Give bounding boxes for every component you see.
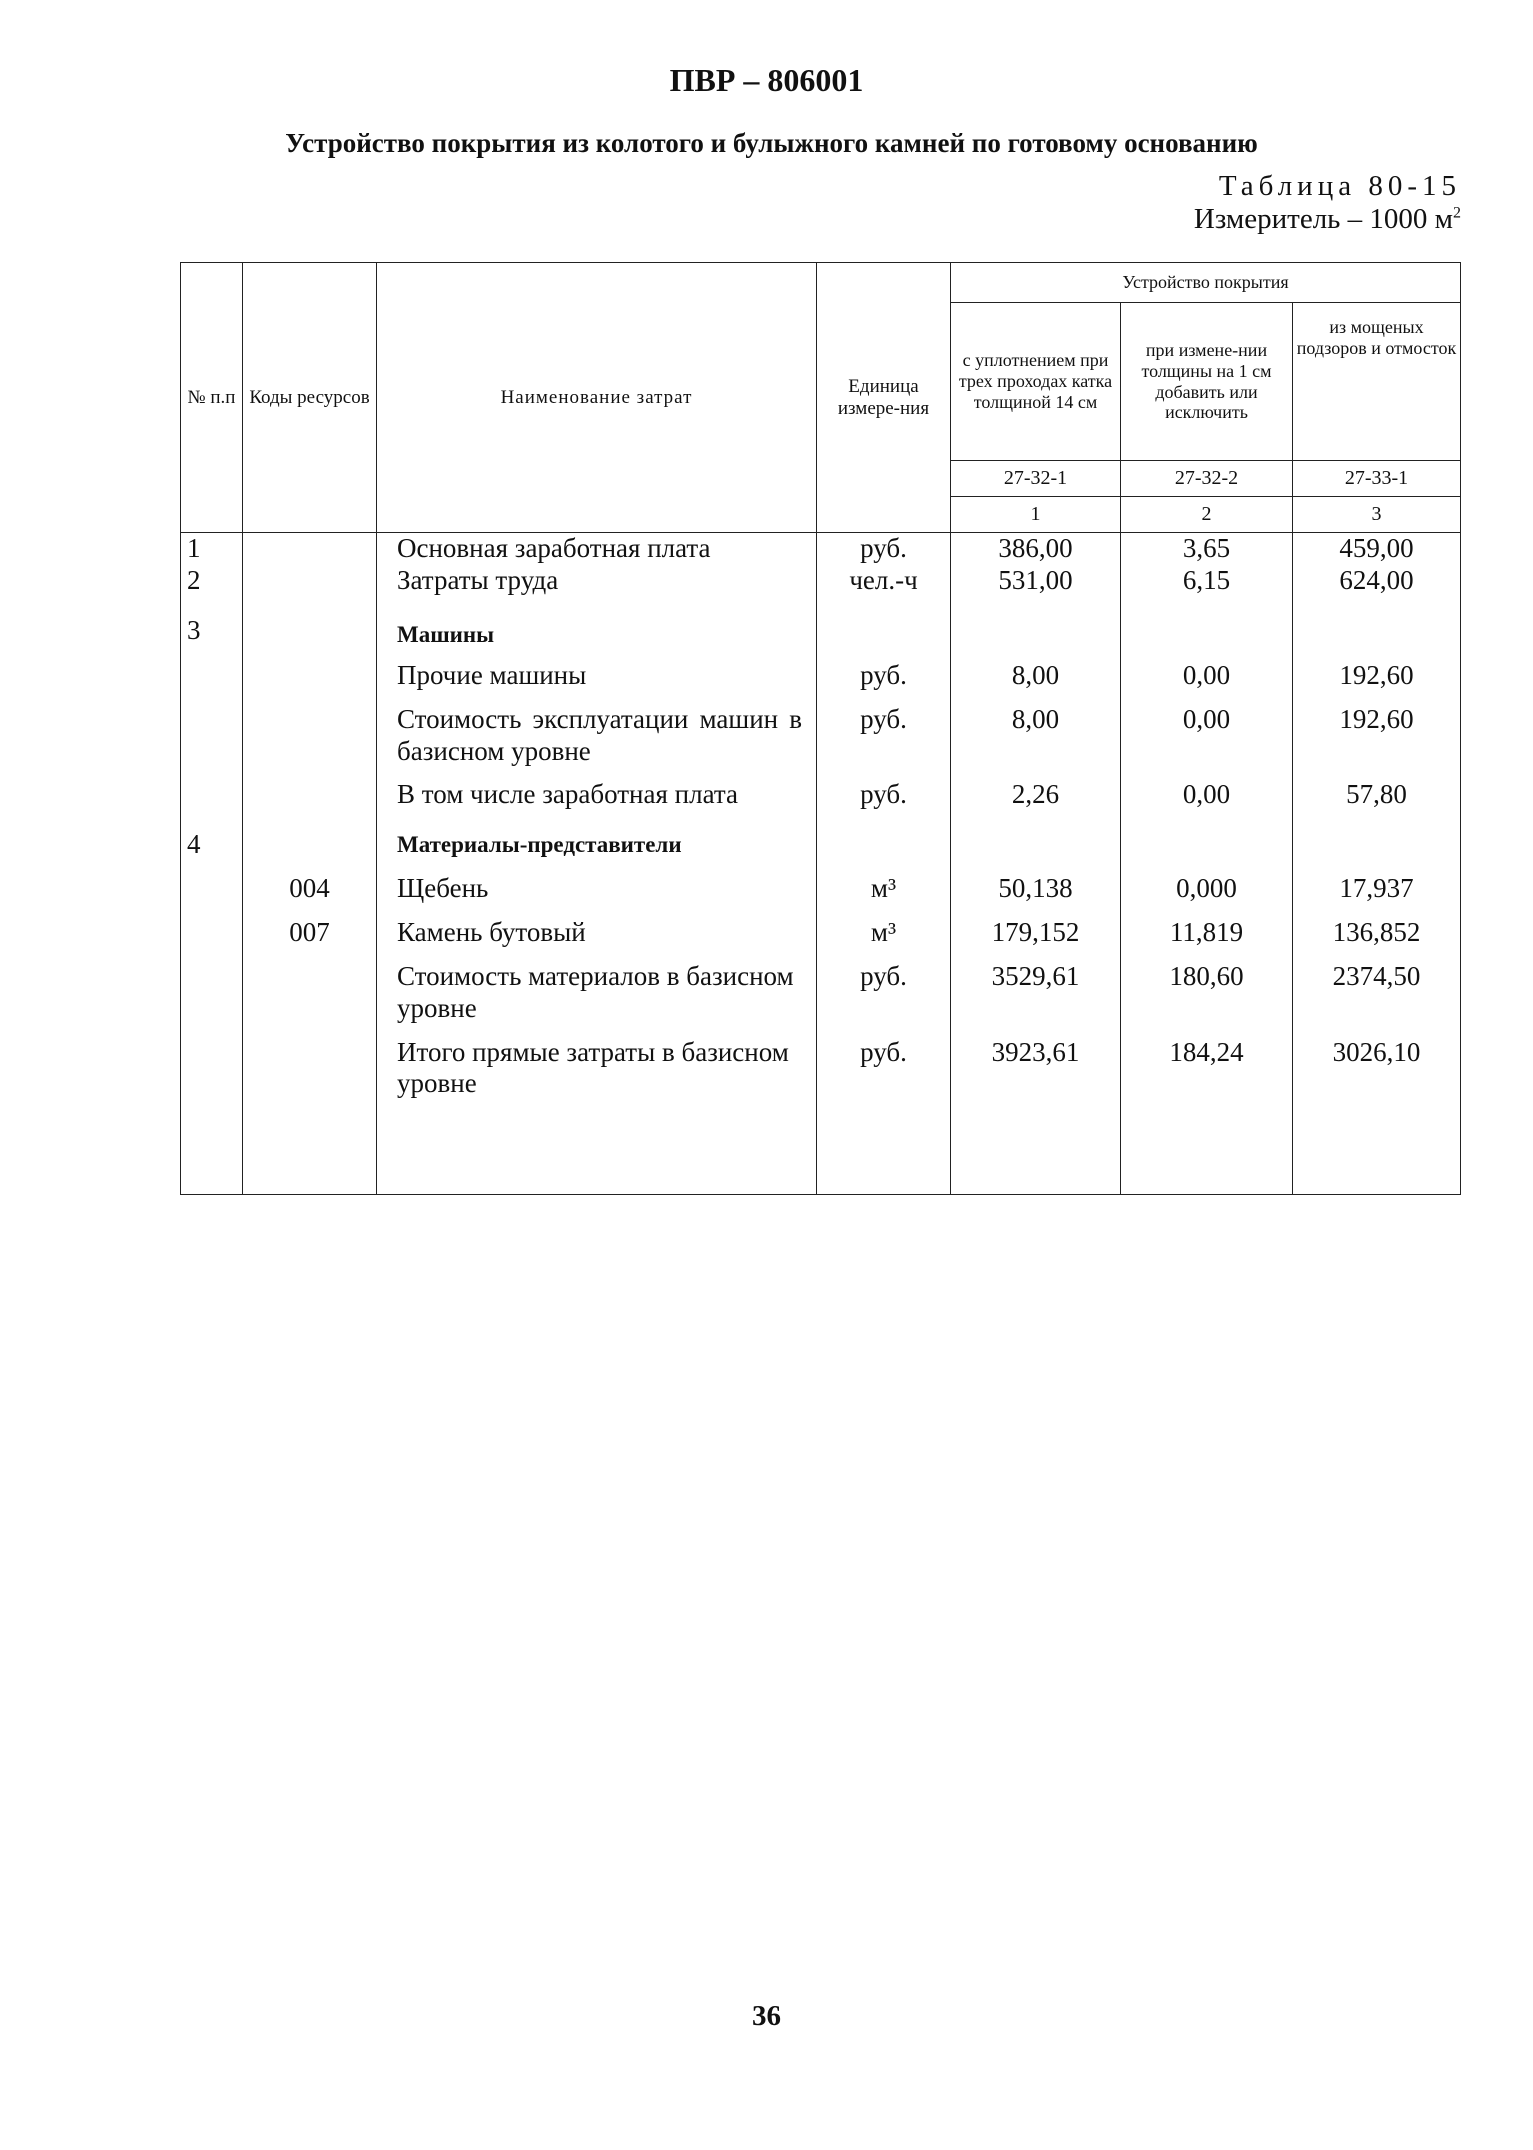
- measure-unit: [1194, 203, 1461, 236]
- table-row: [181, 817, 1461, 867]
- row-name: Щебень: [377, 867, 817, 911]
- header-code2: 27-32-2: [1121, 461, 1293, 497]
- row-name: Основная заработная плата: [377, 533, 817, 565]
- row-v3: 624,00: [1293, 565, 1461, 597]
- row-v3: [1293, 597, 1461, 654]
- header-col2: при измене-нии толщины на 1 см добавить или исключить: [1121, 303, 1293, 461]
- spacer-cell: [817, 1106, 951, 1195]
- row-num: [181, 955, 243, 1031]
- row-v2: 6,15: [1121, 565, 1293, 597]
- spacer-cell: [1293, 1106, 1461, 1195]
- header-group: Устройство покрытия: [951, 263, 1461, 303]
- row-num: [181, 1031, 243, 1107]
- table-row: [181, 867, 1461, 911]
- document-title: Устройство покрытия из колотого и булыжного камней по готовому основанию: [285, 128, 1258, 158]
- row-num: [181, 698, 243, 774]
- spacer-cell: [243, 1106, 377, 1195]
- table-row: [181, 911, 1461, 955]
- row-v1: 3923,61: [951, 1031, 1121, 1107]
- spacer-cell: [181, 1106, 243, 1195]
- row-code: [243, 597, 377, 654]
- header-col3: из мощеных подзоров и отмосток: [1293, 303, 1461, 461]
- row-v3: 17,937: [1293, 867, 1461, 911]
- row-v1: [951, 817, 1121, 867]
- row-name: Итого прямые затраты в базисном уровне: [377, 1031, 817, 1107]
- spacer-cell: [377, 1106, 817, 1195]
- row-v3: 192,60: [1293, 698, 1461, 774]
- table-label: Таблица 80-15: [1218, 170, 1461, 202]
- table-row: [181, 533, 1461, 565]
- row-unit: [817, 597, 951, 654]
- document-code: ПВР – 806001: [669, 62, 864, 98]
- header-col1: с уплотнением при трех проходах катка толщиной 14 см: [951, 303, 1121, 461]
- row-code: [243, 817, 377, 867]
- table-row: [181, 955, 1461, 1031]
- row-num: 1: [181, 533, 243, 565]
- spacer-cell: [951, 1106, 1121, 1195]
- table-row: [181, 773, 1461, 817]
- row-v1: 8,00: [951, 698, 1121, 774]
- measure-sup: 2: [1453, 204, 1461, 222]
- row-v1: [951, 597, 1121, 654]
- row-v2: 11,819: [1121, 911, 1293, 955]
- page-number: 36: [752, 2000, 781, 2032]
- table-spacer-row: [181, 1106, 1461, 1195]
- row-v2: [1121, 817, 1293, 867]
- row-name: В том числе заработная плата: [377, 773, 817, 817]
- row-v1: 386,00: [951, 533, 1121, 565]
- row-v1: 8,00: [951, 654, 1121, 698]
- row-unit: руб.: [817, 654, 951, 698]
- row-v3: 136,852: [1293, 911, 1461, 955]
- row-v3: 2374,50: [1293, 955, 1461, 1031]
- cost-table: [180, 262, 1461, 1195]
- row-code: [243, 955, 377, 1031]
- table-row: [181, 597, 1461, 654]
- row-v2: [1121, 597, 1293, 654]
- row-v2: 0,000: [1121, 867, 1293, 911]
- header-unit: Единица измере-ния: [817, 263, 951, 533]
- row-v1: 179,152: [951, 911, 1121, 955]
- row-num: [181, 867, 243, 911]
- row-v2: 184,24: [1121, 1031, 1293, 1107]
- table-row: [181, 1031, 1461, 1107]
- row-num: [181, 654, 243, 698]
- row-num: 2: [181, 565, 243, 597]
- row-unit: руб.: [817, 773, 951, 817]
- row-v1: 50,138: [951, 867, 1121, 911]
- header-n3: 3: [1293, 497, 1461, 533]
- row-code: [243, 654, 377, 698]
- row-v3: 459,00: [1293, 533, 1461, 565]
- header-code3: 27-33-1: [1293, 461, 1461, 497]
- row-name: Камень бутовый: [377, 911, 817, 955]
- row-name: Машины: [377, 597, 817, 654]
- row-name: Стоимость материалов в базисном уровне: [377, 955, 817, 1031]
- row-unit: руб.: [817, 955, 951, 1031]
- row-code: 004: [243, 867, 377, 911]
- measure-text: Измеритель – 1000 м: [1193, 203, 1453, 235]
- header-n2: 2: [1121, 497, 1293, 533]
- row-num: [181, 911, 243, 955]
- header-n1: 1: [951, 497, 1121, 533]
- row-name: Материалы-представители: [377, 817, 817, 867]
- row-code: [243, 1031, 377, 1107]
- table-row: [181, 565, 1461, 597]
- row-code: 007: [243, 911, 377, 955]
- row-num: 4: [181, 817, 243, 867]
- row-v2: 0,00: [1121, 773, 1293, 817]
- row-unit: руб.: [817, 1031, 951, 1107]
- header-code1: 27-32-1: [951, 461, 1121, 497]
- row-unit: м³: [817, 911, 951, 955]
- row-unit: [817, 817, 951, 867]
- header-codes: Коды ресурсов: [243, 263, 377, 533]
- header-num: № п.п: [181, 263, 243, 533]
- row-num: 3: [181, 597, 243, 654]
- row-num: [181, 773, 243, 817]
- row-unit: руб.: [817, 698, 951, 774]
- row-name: Стоимость эксплуатации машин в базисном уровне: [377, 698, 817, 774]
- row-v1: 3529,61: [951, 955, 1121, 1031]
- row-code: [243, 698, 377, 774]
- row-code: [243, 533, 377, 565]
- table-row: [181, 654, 1461, 698]
- row-name: Затраты труда: [377, 565, 817, 597]
- row-v3: [1293, 817, 1461, 867]
- table-row: [181, 698, 1461, 774]
- row-name: Прочие машины: [377, 654, 817, 698]
- row-v1: 2,26: [951, 773, 1121, 817]
- row-v3: 57,80: [1293, 773, 1461, 817]
- row-v2: 0,00: [1121, 698, 1293, 774]
- row-v3: 3026,10: [1293, 1031, 1461, 1107]
- row-v3: 192,60: [1293, 654, 1461, 698]
- row-v2: 3,65: [1121, 533, 1293, 565]
- row-unit: м³: [817, 867, 951, 911]
- row-unit: руб.: [817, 533, 951, 565]
- row-unit: чел.-ч: [817, 565, 951, 597]
- row-v2: 180,60: [1121, 955, 1293, 1031]
- spacer-cell: [1121, 1106, 1293, 1195]
- header-name: Наименование затрат: [377, 263, 817, 533]
- row-v1: 531,00: [951, 565, 1121, 597]
- row-v2: 0,00: [1121, 654, 1293, 698]
- row-code: [243, 565, 377, 597]
- row-code: [243, 773, 377, 817]
